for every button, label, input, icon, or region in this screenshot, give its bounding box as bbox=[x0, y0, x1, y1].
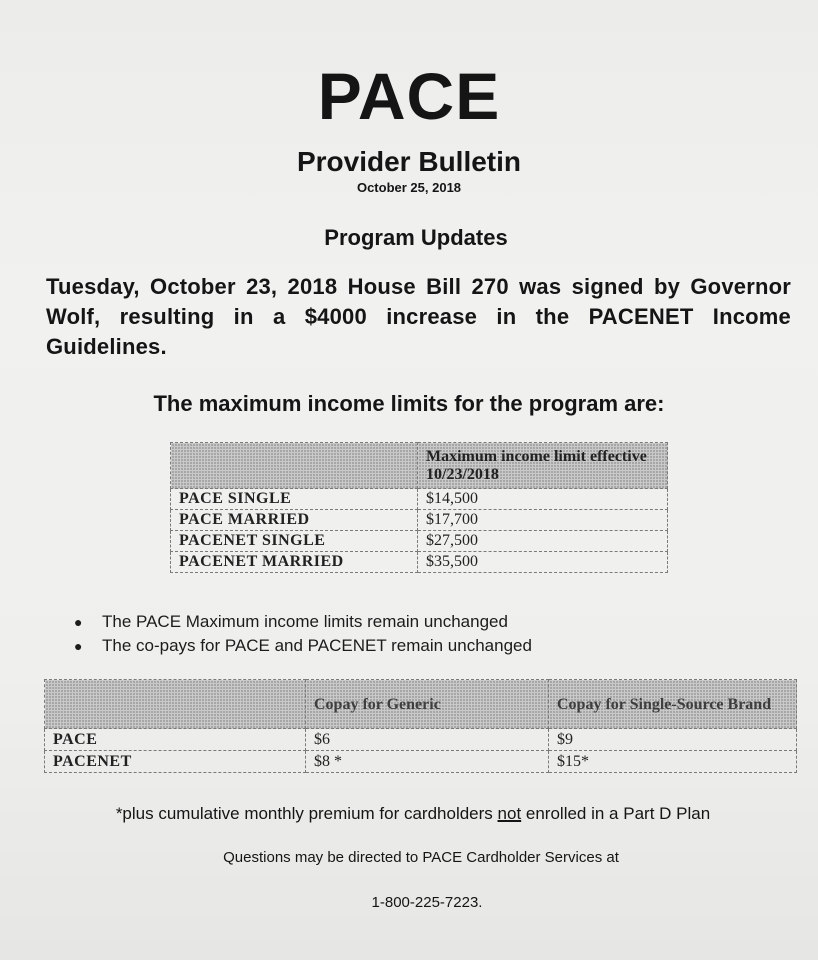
income-limit: $35,500 bbox=[418, 552, 668, 573]
table-header-row bbox=[45, 680, 797, 729]
income-limit: $27,500 bbox=[418, 531, 668, 552]
program-name: PACE MARRIED bbox=[171, 510, 418, 531]
header-program bbox=[45, 680, 306, 729]
header-max-income: Maximum income limit effective 10/23/2018 bbox=[418, 443, 668, 489]
list-item bbox=[70, 634, 532, 658]
table-row bbox=[171, 552, 668, 573]
footnote-emphasis: not bbox=[497, 804, 522, 823]
bulletin-date: October 25, 2018 bbox=[356, 180, 462, 195]
announcement-paragraph: Tuesday, October 23, 2018 House Bill 270 was signed by Governor Wolf, resulting in a $4000 increase in the PACENET Income Guidelines. bbox=[46, 274, 791, 359]
income-limits-table bbox=[170, 442, 668, 573]
table-row bbox=[171, 531, 668, 552]
program-name: PACENET bbox=[45, 751, 306, 773]
bullet-icon: ● bbox=[74, 614, 83, 630]
program-name: PACENET SINGLE bbox=[171, 531, 418, 552]
program-name: PACE SINGLE bbox=[171, 489, 418, 510]
income-limits-intro: The maximum income limits for the program are: bbox=[153, 391, 665, 416]
bullet-text: The PACE Maximum income limits remain unchanged bbox=[102, 612, 508, 631]
contact-questions: Questions may be directed to PACE Cardholder Services at bbox=[223, 849, 619, 866]
footnote bbox=[0, 802, 818, 826]
program-name: PACE bbox=[45, 729, 306, 751]
table-row bbox=[171, 510, 668, 531]
program-name: PACENET MARRIED bbox=[171, 552, 418, 573]
table-row bbox=[45, 729, 797, 751]
copay-table bbox=[44, 679, 797, 773]
contact-phone: 1-800-225-7223. bbox=[371, 894, 483, 911]
copay-brand: $15* bbox=[549, 751, 797, 773]
header-copay-brand: Copay for Single-Source Brand bbox=[549, 680, 797, 729]
table-row bbox=[171, 489, 668, 510]
footnote-text-after: enrolled in a Part D Plan bbox=[521, 804, 711, 823]
header-copay-generic: Copay for Generic bbox=[306, 680, 549, 729]
bullet-list bbox=[70, 610, 532, 658]
copay-brand: $9 bbox=[549, 729, 797, 751]
bulletin-subtitle: Provider Bulletin bbox=[296, 146, 522, 177]
list-item bbox=[70, 610, 532, 634]
income-limit: $14,500 bbox=[418, 489, 668, 510]
table-row bbox=[45, 751, 797, 773]
table-header-row bbox=[171, 443, 668, 489]
income-limit: $17,700 bbox=[418, 510, 668, 531]
bulletin-title: PACE bbox=[317, 59, 501, 133]
footnote-text-before: *plus cumulative monthly premium for cardholders bbox=[115, 804, 498, 823]
header-program bbox=[171, 443, 418, 489]
copay-generic: $8 * bbox=[306, 751, 549, 773]
section-title: Program Updates bbox=[324, 225, 508, 250]
bullet-text: The co-pays for PACE and PACENET remain unchanged bbox=[102, 636, 532, 655]
copay-generic: $6 bbox=[306, 729, 549, 751]
bullet-icon: ● bbox=[74, 638, 83, 654]
